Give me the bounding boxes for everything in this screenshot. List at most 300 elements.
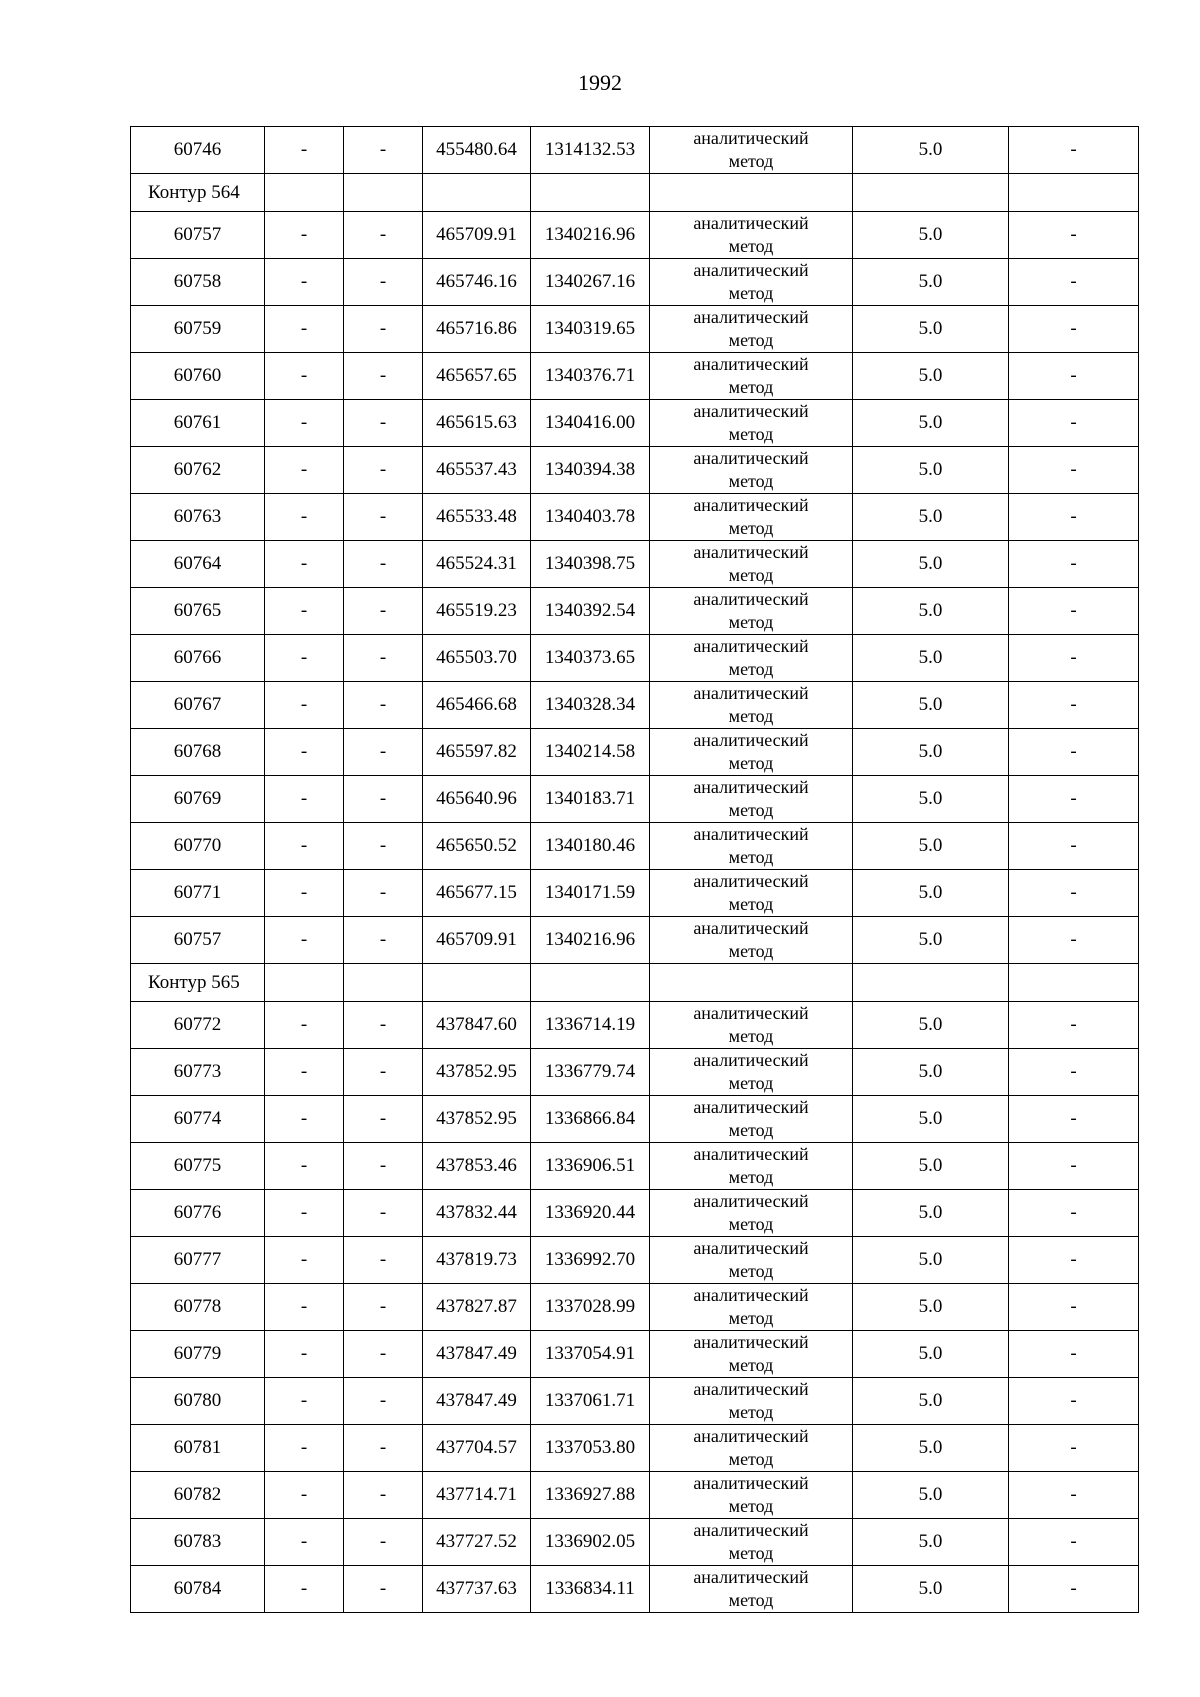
method-text [693, 212, 808, 258]
method-cell [650, 400, 853, 447]
contour-header-row [131, 964, 1139, 1002]
empty-cell [1009, 174, 1139, 212]
y-coordinate-cell: 1340267.16 [531, 259, 650, 306]
point-id-cell: 60757 [131, 212, 265, 259]
x-coordinate-cell: 465537.43 [423, 447, 531, 494]
accuracy-cell: 5.0 [853, 635, 1009, 682]
point-id-cell: 60757 [131, 917, 265, 964]
accuracy-cell: 5.0 [853, 1096, 1009, 1143]
y-coordinate-cell: 1340328.34 [531, 682, 650, 729]
dash-cell: - [1009, 212, 1139, 259]
point-id-cell: 60782 [131, 1472, 265, 1519]
table-row [131, 1566, 1139, 1613]
method-cell [650, 1472, 853, 1519]
method-line-2: метод [728, 283, 774, 303]
accuracy-cell: 5.0 [853, 306, 1009, 353]
dash-cell: - [265, 588, 344, 635]
dash-cell: - [344, 1425, 423, 1472]
accuracy-cell: 5.0 [853, 127, 1009, 174]
method-line-1: аналитический [693, 1003, 809, 1023]
dash-cell: - [344, 494, 423, 541]
x-coordinate-cell: 465746.16 [423, 259, 531, 306]
dash-cell: - [344, 1096, 423, 1143]
x-coordinate-cell: 465640.96 [423, 776, 531, 823]
x-coordinate-cell: 437847.49 [423, 1378, 531, 1425]
method-line-2: метод [728, 518, 774, 538]
y-coordinate-cell: 1336902.05 [531, 1519, 650, 1566]
empty-cell [265, 174, 344, 212]
empty-cell [650, 964, 853, 1002]
method-text [693, 1190, 808, 1236]
y-coordinate-cell: 1340183.71 [531, 776, 650, 823]
method-line-1: аналитический [693, 128, 809, 148]
method-line-2: метод [728, 1261, 774, 1281]
method-text [693, 259, 808, 305]
method-line-2: метод [728, 565, 774, 585]
method-line-1: аналитический [693, 354, 809, 374]
point-id-cell: 60781 [131, 1425, 265, 1472]
accuracy-cell: 5.0 [853, 1190, 1009, 1237]
dash-cell: - [344, 447, 423, 494]
dash-cell: - [344, 541, 423, 588]
y-coordinate-cell: 1336992.70 [531, 1237, 650, 1284]
method-line-1: аналитический [693, 1426, 809, 1446]
method-line-1: аналитический [693, 448, 809, 468]
dash-cell: - [1009, 729, 1139, 776]
dash-cell: - [265, 1049, 344, 1096]
table-row [131, 494, 1139, 541]
dash-cell: - [1009, 1143, 1139, 1190]
x-coordinate-cell: 437819.73 [423, 1237, 531, 1284]
method-line-2: метод [728, 941, 774, 961]
method-cell [650, 682, 853, 729]
dash-cell: - [344, 1049, 423, 1096]
method-line-1: аналитический [693, 777, 809, 797]
method-cell [650, 1190, 853, 1237]
y-coordinate-cell: 1340180.46 [531, 823, 650, 870]
point-id-cell: 60758 [131, 259, 265, 306]
table-row [131, 127, 1139, 174]
x-coordinate-cell: 437737.63 [423, 1566, 531, 1613]
empty-cell [853, 174, 1009, 212]
table-row [131, 729, 1139, 776]
dash-cell: - [265, 1566, 344, 1613]
method-cell [650, 823, 853, 870]
empty-cell [531, 174, 650, 212]
empty-cell [853, 964, 1009, 1002]
y-coordinate-cell: 1340376.71 [531, 353, 650, 400]
method-line-2: метод [728, 1402, 774, 1422]
empty-cell [423, 964, 531, 1002]
dash-cell: - [1009, 353, 1139, 400]
method-cell [650, 306, 853, 353]
method-text [693, 917, 808, 963]
dash-cell: - [344, 1519, 423, 1566]
method-text [693, 1425, 808, 1471]
method-text [693, 635, 808, 681]
dash-cell: - [265, 1284, 344, 1331]
method-line-2: метод [728, 377, 774, 397]
method-line-2: метод [728, 894, 774, 914]
method-cell [650, 1284, 853, 1331]
method-line-2: метод [728, 1167, 774, 1187]
method-text [693, 1331, 808, 1377]
x-coordinate-cell: 437704.57 [423, 1425, 531, 1472]
accuracy-cell: 5.0 [853, 1143, 1009, 1190]
dash-cell: - [265, 1425, 344, 1472]
x-coordinate-cell: 465657.65 [423, 353, 531, 400]
dash-cell: - [265, 1002, 344, 1049]
dash-cell: - [1009, 1472, 1139, 1519]
method-cell [650, 127, 853, 174]
table-row [131, 917, 1139, 964]
method-line-1: аналитический [693, 401, 809, 421]
method-line-2: метод [728, 151, 774, 171]
table-row [131, 1284, 1139, 1331]
accuracy-cell: 5.0 [853, 1425, 1009, 1472]
x-coordinate-cell: 437853.46 [423, 1143, 531, 1190]
point-id-cell: 60765 [131, 588, 265, 635]
y-coordinate-cell: 1340398.75 [531, 541, 650, 588]
page-number: 1992 [578, 70, 622, 95]
dash-cell: - [1009, 917, 1139, 964]
method-cell [650, 541, 853, 588]
method-line-1: аналитический [693, 1285, 809, 1305]
method-cell [650, 1049, 853, 1096]
method-line-2: метод [728, 1449, 774, 1469]
x-coordinate-cell: 465524.31 [423, 541, 531, 588]
empty-cell [423, 174, 531, 212]
method-cell [650, 212, 853, 259]
method-cell [650, 635, 853, 682]
dash-cell: - [1009, 1096, 1139, 1143]
method-line-1: аналитический [693, 918, 809, 938]
point-id-cell: 60767 [131, 682, 265, 729]
x-coordinate-cell: 437847.49 [423, 1331, 531, 1378]
point-id-cell: 60775 [131, 1143, 265, 1190]
dash-cell: - [344, 823, 423, 870]
y-coordinate-cell: 1340216.96 [531, 917, 650, 964]
dash-cell: - [344, 729, 423, 776]
dash-cell: - [1009, 1190, 1139, 1237]
dash-cell: - [1009, 635, 1139, 682]
point-id-cell: 60761 [131, 400, 265, 447]
y-coordinate-cell: 1340214.58 [531, 729, 650, 776]
dash-cell: - [265, 1143, 344, 1190]
method-cell [650, 1096, 853, 1143]
accuracy-cell: 5.0 [853, 588, 1009, 635]
method-cell [650, 1143, 853, 1190]
y-coordinate-cell: 1340319.65 [531, 306, 650, 353]
dash-cell: - [344, 776, 423, 823]
dash-cell: - [344, 1237, 423, 1284]
method-line-1: аналитический [693, 636, 809, 656]
dash-cell: - [344, 259, 423, 306]
dash-cell: - [344, 588, 423, 635]
y-coordinate-cell: 1337053.80 [531, 1425, 650, 1472]
method-line-1: аналитический [693, 1238, 809, 1258]
point-id-cell: 60770 [131, 823, 265, 870]
x-coordinate-cell: 437832.44 [423, 1190, 531, 1237]
point-id-cell: 60776 [131, 1190, 265, 1237]
dash-cell: - [265, 682, 344, 729]
y-coordinate-cell: 1337061.71 [531, 1378, 650, 1425]
dash-cell: - [265, 1096, 344, 1143]
method-text [693, 1049, 808, 1095]
method-line-2: метод [728, 1120, 774, 1140]
x-coordinate-cell: 437852.95 [423, 1049, 531, 1096]
method-text [693, 306, 808, 352]
y-coordinate-cell: 1337028.99 [531, 1284, 650, 1331]
x-coordinate-cell: 437727.52 [423, 1519, 531, 1566]
dash-cell: - [1009, 127, 1139, 174]
method-cell [650, 870, 853, 917]
dash-cell: - [1009, 870, 1139, 917]
table-row [131, 1190, 1139, 1237]
method-line-1: аналитический [693, 1332, 809, 1352]
y-coordinate-cell: 1340403.78 [531, 494, 650, 541]
dash-cell: - [1009, 306, 1139, 353]
dash-cell: - [344, 353, 423, 400]
empty-cell [344, 174, 423, 212]
accuracy-cell: 5.0 [853, 1378, 1009, 1425]
x-coordinate-cell: 465615.63 [423, 400, 531, 447]
method-text [693, 1143, 808, 1189]
dash-cell: - [265, 306, 344, 353]
method-line-2: метод [728, 659, 774, 679]
y-coordinate-cell: 1336906.51 [531, 1143, 650, 1190]
dash-cell: - [1009, 776, 1139, 823]
method-line-1: аналитический [693, 1520, 809, 1540]
method-line-2: метод [728, 471, 774, 491]
table-row [131, 306, 1139, 353]
accuracy-cell: 5.0 [853, 729, 1009, 776]
method-text [693, 1519, 808, 1565]
dash-cell: - [1009, 1237, 1139, 1284]
y-coordinate-cell: 1340392.54 [531, 588, 650, 635]
dash-cell: - [1009, 823, 1139, 870]
accuracy-cell: 5.0 [853, 823, 1009, 870]
method-line-1: аналитический [693, 1144, 809, 1164]
method-line-2: метод [728, 800, 774, 820]
method-line-2: метод [728, 1355, 774, 1375]
method-text [693, 447, 808, 493]
method-text [693, 541, 808, 587]
y-coordinate-cell: 1336834.11 [531, 1566, 650, 1613]
method-cell [650, 447, 853, 494]
table-row [131, 1331, 1139, 1378]
method-text [693, 1566, 808, 1612]
method-cell [650, 1378, 853, 1425]
x-coordinate-cell: 437827.87 [423, 1284, 531, 1331]
empty-cell [344, 964, 423, 1002]
method-line-1: аналитический [693, 1567, 809, 1587]
method-text [693, 1378, 808, 1424]
dash-cell: - [265, 1519, 344, 1566]
dash-cell: - [1009, 494, 1139, 541]
x-coordinate-cell: 465716.86 [423, 306, 531, 353]
y-coordinate-cell: 1340216.96 [531, 212, 650, 259]
method-line-2: метод [728, 1026, 774, 1046]
coordinates-table [130, 126, 1139, 1613]
table-row [131, 1143, 1139, 1190]
point-id-cell: 60784 [131, 1566, 265, 1613]
point-id-cell: 60773 [131, 1049, 265, 1096]
table-row [131, 870, 1139, 917]
empty-cell [650, 174, 853, 212]
method-line-1: аналитический [693, 1379, 809, 1399]
point-id-cell: 60780 [131, 1378, 265, 1425]
dash-cell: - [344, 1143, 423, 1190]
dash-cell: - [265, 494, 344, 541]
table-row [131, 776, 1139, 823]
method-cell [650, 776, 853, 823]
dash-cell: - [1009, 1284, 1139, 1331]
table-row [131, 353, 1139, 400]
table-row [131, 1378, 1139, 1425]
point-id-cell: 60766 [131, 635, 265, 682]
table-row [131, 682, 1139, 729]
dash-cell: - [1009, 1331, 1139, 1378]
method-line-1: аналитический [693, 542, 809, 562]
point-id-cell: 60779 [131, 1331, 265, 1378]
method-line-2: метод [728, 1073, 774, 1093]
method-line-1: аналитический [693, 730, 809, 750]
method-line-1: аналитический [693, 1050, 809, 1070]
method-cell [650, 917, 853, 964]
dash-cell: - [344, 306, 423, 353]
method-line-2: метод [728, 753, 774, 773]
table-row [131, 1519, 1139, 1566]
dash-cell: - [265, 259, 344, 306]
x-coordinate-cell: 465503.70 [423, 635, 531, 682]
dash-cell: - [1009, 1378, 1139, 1425]
point-id-cell: 60746 [131, 127, 265, 174]
dash-cell: - [1009, 400, 1139, 447]
dash-cell: - [1009, 588, 1139, 635]
method-line-1: аналитический [693, 589, 809, 609]
table-row [131, 1472, 1139, 1519]
contour-label: Контур 564 [131, 174, 265, 212]
accuracy-cell: 5.0 [853, 1566, 1009, 1613]
accuracy-cell: 5.0 [853, 870, 1009, 917]
dash-cell: - [265, 212, 344, 259]
dash-cell: - [265, 917, 344, 964]
dash-cell: - [344, 1378, 423, 1425]
accuracy-cell: 5.0 [853, 1049, 1009, 1096]
empty-cell [531, 964, 650, 1002]
table-row [131, 447, 1139, 494]
point-id-cell: 60760 [131, 353, 265, 400]
dash-cell: - [265, 447, 344, 494]
x-coordinate-cell: 437852.95 [423, 1096, 531, 1143]
table-row [131, 259, 1139, 306]
method-line-2: метод [728, 847, 774, 867]
dash-cell: - [265, 127, 344, 174]
x-coordinate-cell: 465709.91 [423, 212, 531, 259]
method-text [693, 494, 808, 540]
accuracy-cell: 5.0 [853, 1519, 1009, 1566]
method-line-2: метод [728, 1496, 774, 1516]
method-text [693, 353, 808, 399]
method-cell [650, 1331, 853, 1378]
empty-cell [1009, 964, 1139, 1002]
x-coordinate-cell: 465677.15 [423, 870, 531, 917]
point-id-cell: 60774 [131, 1096, 265, 1143]
accuracy-cell: 5.0 [853, 400, 1009, 447]
table-row [131, 635, 1139, 682]
method-text [693, 823, 808, 869]
accuracy-cell: 5.0 [853, 541, 1009, 588]
method-line-1: аналитический [693, 307, 809, 327]
table-row [131, 1049, 1139, 1096]
method-line-2: метод [728, 330, 774, 350]
dash-cell: - [265, 400, 344, 447]
method-line-1: аналитический [693, 260, 809, 280]
accuracy-cell: 5.0 [853, 447, 1009, 494]
x-coordinate-cell: 465533.48 [423, 494, 531, 541]
table-row [131, 1425, 1139, 1472]
dash-cell: - [344, 635, 423, 682]
method-line-1: аналитический [693, 1191, 809, 1211]
method-cell [650, 588, 853, 635]
dash-cell: - [265, 353, 344, 400]
dash-cell: - [265, 1331, 344, 1378]
method-cell [650, 259, 853, 306]
dash-cell: - [344, 127, 423, 174]
method-text [693, 1002, 808, 1048]
method-cell [650, 1425, 853, 1472]
method-line-1: аналитический [693, 1473, 809, 1493]
method-cell [650, 494, 853, 541]
dash-cell: - [1009, 1425, 1139, 1472]
y-coordinate-cell: 1336714.19 [531, 1002, 650, 1049]
dash-cell: - [344, 1190, 423, 1237]
accuracy-cell: 5.0 [853, 1237, 1009, 1284]
dash-cell: - [265, 870, 344, 917]
y-coordinate-cell: 1340394.38 [531, 447, 650, 494]
method-line-1: аналитический [693, 683, 809, 703]
method-line-1: аналитический [693, 871, 809, 891]
y-coordinate-cell: 1314132.53 [531, 127, 650, 174]
y-coordinate-cell: 1340171.59 [531, 870, 650, 917]
contour-label: Контур 565 [131, 964, 265, 1002]
method-line-2: метод [728, 424, 774, 444]
dash-cell: - [265, 1472, 344, 1519]
y-coordinate-cell: 1337054.91 [531, 1331, 650, 1378]
dash-cell: - [265, 635, 344, 682]
dash-cell: - [265, 1378, 344, 1425]
dash-cell: - [265, 823, 344, 870]
method-text [693, 1237, 808, 1283]
method-text [693, 1284, 808, 1330]
method-line-2: метод [728, 1590, 774, 1610]
method-line-1: аналитический [693, 1097, 809, 1117]
accuracy-cell: 5.0 [853, 212, 1009, 259]
method-line-2: метод [728, 1308, 774, 1328]
table-row [131, 823, 1139, 870]
dash-cell: - [344, 917, 423, 964]
y-coordinate-cell: 1336779.74 [531, 1049, 650, 1096]
method-text [693, 1472, 808, 1518]
accuracy-cell: 5.0 [853, 494, 1009, 541]
accuracy-cell: 5.0 [853, 682, 1009, 729]
x-coordinate-cell: 465597.82 [423, 729, 531, 776]
point-id-cell: 60771 [131, 870, 265, 917]
point-id-cell: 60768 [131, 729, 265, 776]
method-text [693, 400, 808, 446]
point-id-cell: 60783 [131, 1519, 265, 1566]
